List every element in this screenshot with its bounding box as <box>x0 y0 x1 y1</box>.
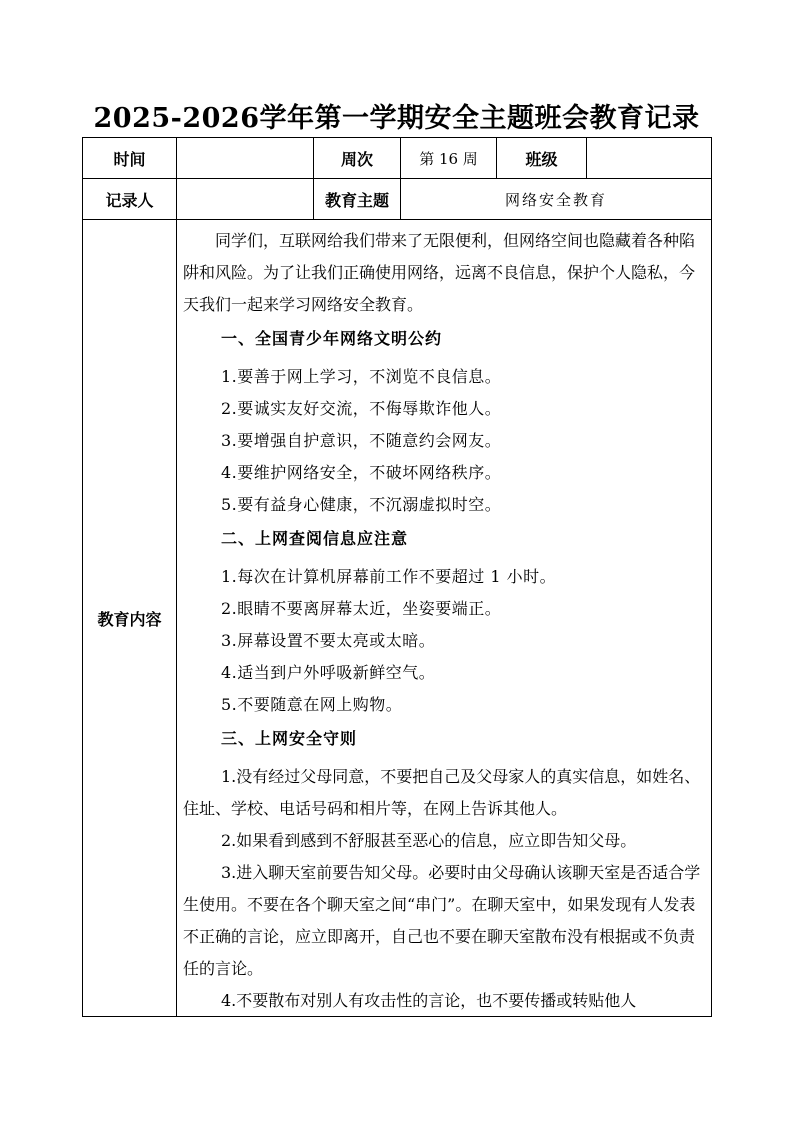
section2-heading: 二、上网查阅信息应注意 <box>221 529 409 548</box>
section2-item: 4.适当到户外呼吸新鲜空气。 <box>221 663 436 682</box>
recorder-label: 记录人 <box>83 179 177 220</box>
content-cell <box>177 220 712 1017</box>
section3-item: 2.如果看到感到不舒服甚至恶心的信息，应立即告知父母。 <box>221 831 637 850</box>
content-row <box>83 220 712 1017</box>
info-row-2 <box>83 179 712 220</box>
section1-item: 5.要有益身心健康，不沉溺虚拟时空。 <box>221 495 502 514</box>
week-label: 周次 <box>314 138 401 179</box>
recorder-value <box>177 179 314 220</box>
document-title: 2025-2026学年第一学期安全主题班会教育记录 <box>93 103 700 134</box>
week-value: 第 16 周 <box>401 138 497 179</box>
section1-item: 1.要善于网上学习，不浏览不良信息。 <box>221 367 502 386</box>
section2-item: 5.不要随意在网上购物。 <box>221 695 403 714</box>
section3-item: 1.没有经过父母同意，不要把自己及父母家人的真实信息，如姓名、住址、学校、电话号码和相片等，在网上告诉其他人。 <box>183 767 701 818</box>
section3-item: 4.不要散布对别人有攻击性的言论，也不要传播或转贴他人 <box>221 991 637 1010</box>
section1-heading: 一、全国青少年网络文明公约 <box>221 329 443 348</box>
topic-label: 教育主题 <box>314 179 401 220</box>
info-row-1 <box>83 138 712 179</box>
section2-item: 2.眼睛不要离屏幕太近，坐姿要端正。 <box>221 599 502 618</box>
section3-item: 3.进入聊天室前要告知父母。必要时由父母确认该聊天室是否适合学生使用。不要在各个聊天室之间“串门”。在聊天室中，如果发现有人发表不正确的言论，应立即离开，自己也不要在聊天室散布没有根据或不负责任的言论。 <box>183 863 701 978</box>
content-label: 教育内容 <box>83 220 177 1017</box>
time-value <box>177 138 314 179</box>
section2-item: 1.每次在计算机屏幕前工作不要超过 1 小时。 <box>221 567 557 586</box>
content-body <box>177 220 711 1016</box>
section3-heading: 三、上网安全守则 <box>221 729 358 748</box>
topic-value: 网络安全教育 <box>401 179 712 220</box>
class-label: 班级 <box>497 138 587 179</box>
intro-paragraph: 同学们，互联网给我们带来了无限便利，但网络空间也隐藏着各种陷阱和风险。为了让我们正确使用网络，远离不良信息，保护个人隐私，今天我们一起来学习网络安全教育。 <box>183 231 696 314</box>
section2-item: 3.屏幕设置不要太亮或太暗。 <box>221 631 436 650</box>
section1-item: 2.要诚实友好交流，不侮辱欺诈他人。 <box>221 399 502 418</box>
time-label: 时间 <box>83 138 177 179</box>
class-value <box>587 138 712 179</box>
section1-item: 3.要增强自护意识，不随意约会网友。 <box>221 431 502 450</box>
section1-item: 4.要维护网络安全，不破坏网络秩序。 <box>221 463 502 482</box>
record-table <box>82 137 712 1017</box>
